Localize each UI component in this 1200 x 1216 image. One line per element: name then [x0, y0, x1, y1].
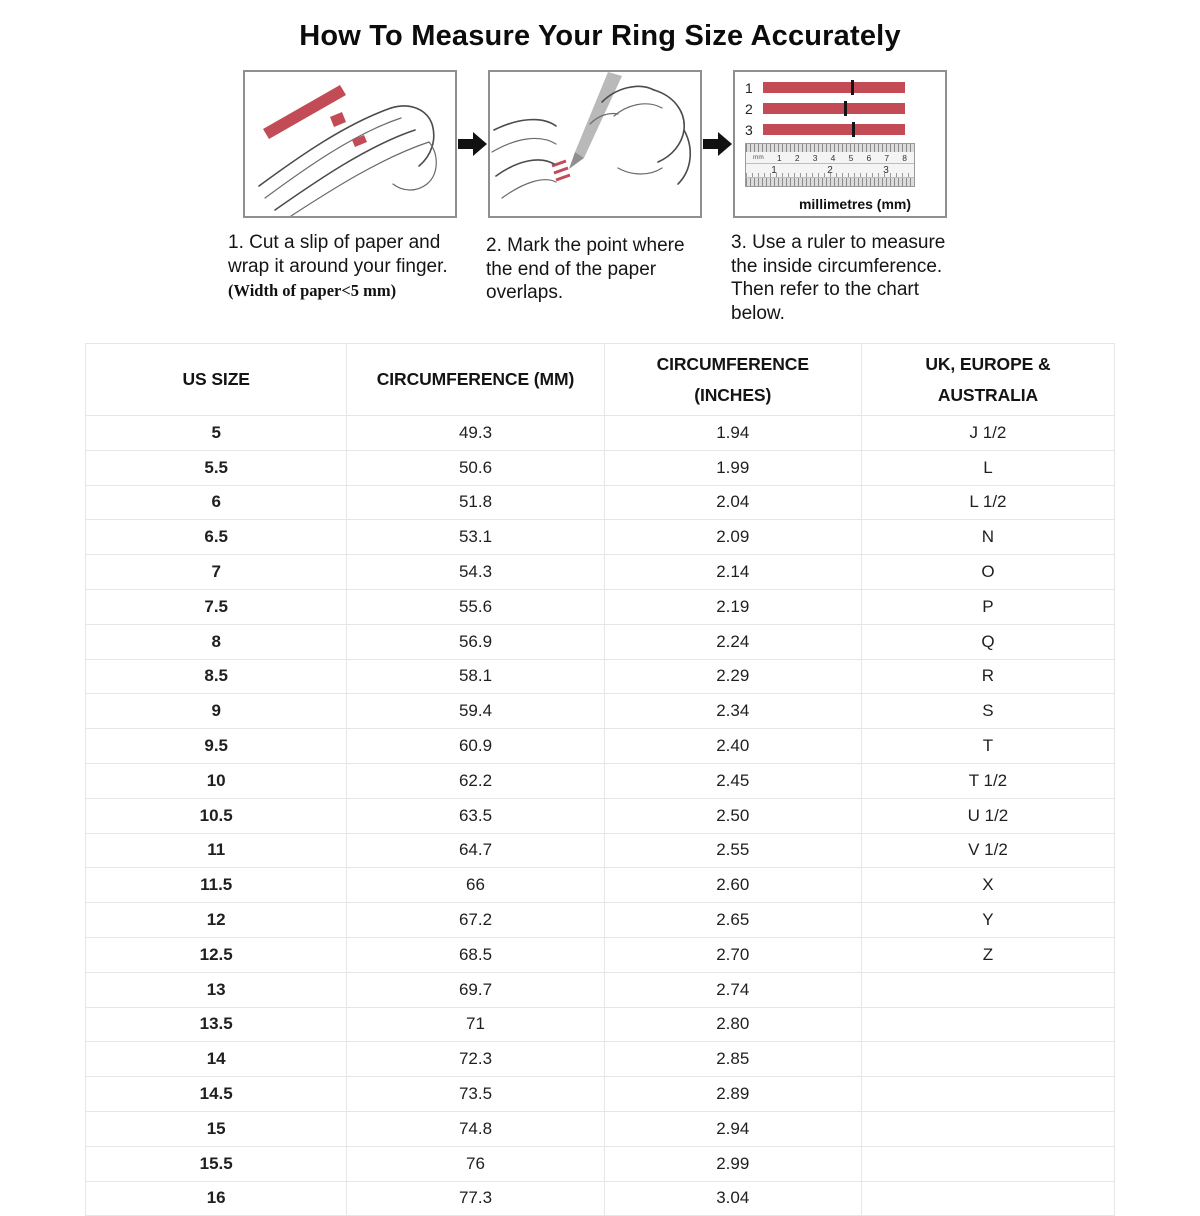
ruler-ticks-top	[746, 144, 914, 152]
table-cell: 14.5	[86, 1077, 347, 1112]
table-cell: 63.5	[347, 798, 604, 833]
ruler-number: 5	[848, 152, 854, 163]
table-row	[86, 729, 1115, 764]
table-cell: 2.50	[604, 798, 861, 833]
size-table-body	[86, 416, 1115, 1216]
table-row	[86, 416, 1115, 451]
table-cell: 2.70	[604, 937, 861, 972]
table-cell: R	[861, 659, 1114, 694]
ruler-caption: millimetres (mm)	[798, 196, 912, 212]
table-cell: 66	[347, 868, 604, 903]
table-cell: 2.14	[604, 555, 861, 590]
ruler	[745, 143, 915, 187]
page-title: How To Measure Your Ring Size Accurately	[299, 20, 901, 52]
table-row	[86, 1181, 1115, 1216]
table-cell: 69.7	[347, 972, 604, 1007]
table-cell: O	[861, 555, 1114, 590]
table-cell	[861, 1181, 1114, 1216]
table-cell: T 1/2	[861, 763, 1114, 798]
table-cell: 76	[347, 1146, 604, 1181]
table-cell: 2.45	[604, 763, 861, 798]
table-cell	[861, 1042, 1114, 1077]
step1-caption	[228, 231, 471, 302]
table-cell: 8.5	[86, 659, 347, 694]
table-cell: 5	[86, 416, 347, 451]
table-cell: 2.55	[604, 833, 861, 868]
table-row	[86, 763, 1115, 798]
table-cell: 54.3	[347, 555, 604, 590]
instruction-panels	[243, 70, 947, 218]
table-header	[86, 344, 1115, 416]
table-cell: X	[861, 868, 1114, 903]
step3-caption	[731, 231, 964, 325]
table-cell: 2.40	[604, 729, 861, 764]
step1-illustration	[243, 70, 457, 218]
ruler-number: 8	[902, 152, 907, 163]
table-cell: 51.8	[347, 485, 604, 520]
table-cell: 10.5	[86, 798, 347, 833]
ruler-number: 6	[866, 152, 872, 163]
mark-tick	[844, 101, 847, 116]
table-row	[86, 833, 1115, 868]
table-cell: P	[861, 589, 1114, 624]
table-cell: 9	[86, 694, 347, 729]
table-row	[86, 798, 1115, 833]
table-cell: 11.5	[86, 868, 347, 903]
table-row	[86, 937, 1115, 972]
measured-strip-row	[745, 77, 937, 98]
arrow-right-icon	[457, 131, 488, 157]
table-cell: 10	[86, 763, 347, 798]
paper-strip	[263, 85, 346, 139]
table-cell: 15	[86, 1111, 347, 1146]
table-cell: 74.8	[347, 1111, 604, 1146]
table-cell: 8	[86, 624, 347, 659]
step3-text: 3. Use a ruler to measure the inside circumference. Then refer to the chart below.	[731, 232, 946, 324]
table-row	[86, 1111, 1115, 1146]
ruler-bottom-numbers	[746, 163, 914, 178]
header-uk-europe-australia: UK, EUROPE & AUSTRALIA	[861, 344, 1114, 416]
strip-number-label: 3	[745, 121, 753, 138]
table-cell: L	[861, 450, 1114, 485]
table-row	[86, 694, 1115, 729]
step1-text: 1. Cut a slip of paper and wrap it around your finger.	[228, 232, 448, 277]
table-cell: 2.89	[604, 1077, 861, 1112]
table-cell: 2.80	[604, 1007, 861, 1042]
step2-illustration	[488, 70, 702, 218]
step2-caption	[486, 234, 700, 305]
table-cell: 5.5	[86, 450, 347, 485]
table-cell: 2.34	[604, 694, 861, 729]
table-row	[86, 903, 1115, 938]
table-cell	[861, 1077, 1114, 1112]
table-cell: 2.65	[604, 903, 861, 938]
table-cell: 72.3	[347, 1042, 604, 1077]
table-cell: 12	[86, 903, 347, 938]
table-cell: L 1/2	[861, 485, 1114, 520]
table-cell: Y	[861, 903, 1114, 938]
table-row	[86, 1146, 1115, 1181]
ruler-number: 2	[827, 165, 833, 176]
table-row	[86, 450, 1115, 485]
ruler-number: 7	[884, 152, 890, 163]
table-row	[86, 868, 1115, 903]
marking-with-pencil-drawing	[490, 72, 700, 216]
table-cell: N	[861, 520, 1114, 555]
table-cell: Z	[861, 937, 1114, 972]
header-circumference-mm: CIRCUMFERENCE (MM)	[347, 344, 604, 416]
ruler-number: 4	[830, 152, 836, 163]
table-cell: 2.04	[604, 485, 861, 520]
mark-tick	[852, 122, 855, 137]
table-cell: Q	[861, 624, 1114, 659]
table-cell	[861, 972, 1114, 1007]
table-cell: 73.5	[347, 1077, 604, 1112]
table-cell: 2.24	[604, 624, 861, 659]
table-row	[86, 1042, 1115, 1077]
ruler-number: 3	[812, 152, 818, 163]
table-cell: 13	[86, 972, 347, 1007]
table-cell: 6.5	[86, 520, 347, 555]
table-row	[86, 1077, 1115, 1112]
ruler-number: 1	[777, 152, 782, 163]
table-cell: 2.60	[604, 868, 861, 903]
table-row	[86, 624, 1115, 659]
table-cell: 2.99	[604, 1146, 861, 1181]
table-cell: 53.1	[347, 520, 604, 555]
paper-band-on-finger	[330, 112, 346, 127]
table-cell: 56.9	[347, 624, 604, 659]
step1-note: (Width of paper<5 mm)	[228, 281, 397, 301]
table-cell: 1.99	[604, 450, 861, 485]
measured-strip-row	[745, 119, 937, 140]
table-cell: 14	[86, 1042, 347, 1077]
table-cell: 2.94	[604, 1111, 861, 1146]
table-cell: 58.1	[347, 659, 604, 694]
header-us-size: US SIZE	[86, 344, 347, 416]
table-cell: 55.6	[347, 589, 604, 624]
step2-text: 2. Mark the point where the end of the paper overlaps.	[486, 235, 685, 304]
table-row	[86, 659, 1115, 694]
table-cell: 9.5	[86, 729, 347, 764]
table-cell: 12.5	[86, 937, 347, 972]
hand-with-paper-strip-drawing	[245, 72, 455, 216]
table-cell: S	[861, 694, 1114, 729]
ruler-unit-label: mm	[753, 154, 764, 161]
table-cell: 13.5	[86, 1007, 347, 1042]
table-cell: U 1/2	[861, 798, 1114, 833]
table-row	[86, 520, 1115, 555]
table-cell: 67.2	[347, 903, 604, 938]
measured-strip-row	[745, 98, 937, 119]
header-circumference-inches: CIRCUMFERENCE (INCHES)	[604, 344, 861, 416]
ruler-number: 2	[794, 152, 800, 163]
paper-band-overlap	[352, 135, 367, 147]
table-row	[86, 589, 1115, 624]
table-cell: 11	[86, 833, 347, 868]
paper-strip	[763, 124, 905, 135]
ruler-ticks-bottom	[746, 178, 914, 186]
table-cell: 16	[86, 1181, 347, 1216]
table-cell: V 1/2	[861, 833, 1114, 868]
table-row	[86, 485, 1115, 520]
table-cell: 68.5	[347, 937, 604, 972]
table-cell: 2.85	[604, 1042, 861, 1077]
table-cell: 6	[86, 485, 347, 520]
table-cell	[861, 1111, 1114, 1146]
table-cell: 7	[86, 555, 347, 590]
table-cell: 2.29	[604, 659, 861, 694]
strip-number-label: 2	[745, 100, 753, 117]
ring-size-table	[85, 343, 1115, 1216]
table-cell: 15.5	[86, 1146, 347, 1181]
table-cell: 50.6	[347, 450, 604, 485]
table-row	[86, 1007, 1115, 1042]
table-cell	[861, 1146, 1114, 1181]
table-cell: 2.09	[604, 520, 861, 555]
table-cell: 60.9	[347, 729, 604, 764]
table-cell: 2.74	[604, 972, 861, 1007]
table-cell: 3.04	[604, 1181, 861, 1216]
table-cell: 49.3	[347, 416, 604, 451]
table-cell	[861, 1007, 1114, 1042]
step3-illustration	[733, 70, 947, 218]
paper-strip	[763, 103, 905, 114]
ruler-number: 1	[771, 165, 777, 176]
table-cell: 64.7	[347, 833, 604, 868]
arrow-right-icon	[702, 131, 733, 157]
table-cell: 7.5	[86, 589, 347, 624]
mark-tick	[851, 80, 854, 95]
table-row	[86, 555, 1115, 590]
table-cell: 2.19	[604, 589, 861, 624]
ruler-top-numbers	[746, 152, 914, 163]
table-cell: 59.4	[347, 694, 604, 729]
table-row	[86, 972, 1115, 1007]
strip-number-label: 1	[745, 79, 753, 96]
table-cell: 71	[347, 1007, 604, 1042]
table-cell: 77.3	[347, 1181, 604, 1216]
ruler-number: 3	[883, 165, 889, 176]
table-cell: 1.94	[604, 416, 861, 451]
table-cell: T	[861, 729, 1114, 764]
table-cell: J 1/2	[861, 416, 1114, 451]
table-cell: 62.2	[347, 763, 604, 798]
paper-strip	[763, 82, 905, 93]
